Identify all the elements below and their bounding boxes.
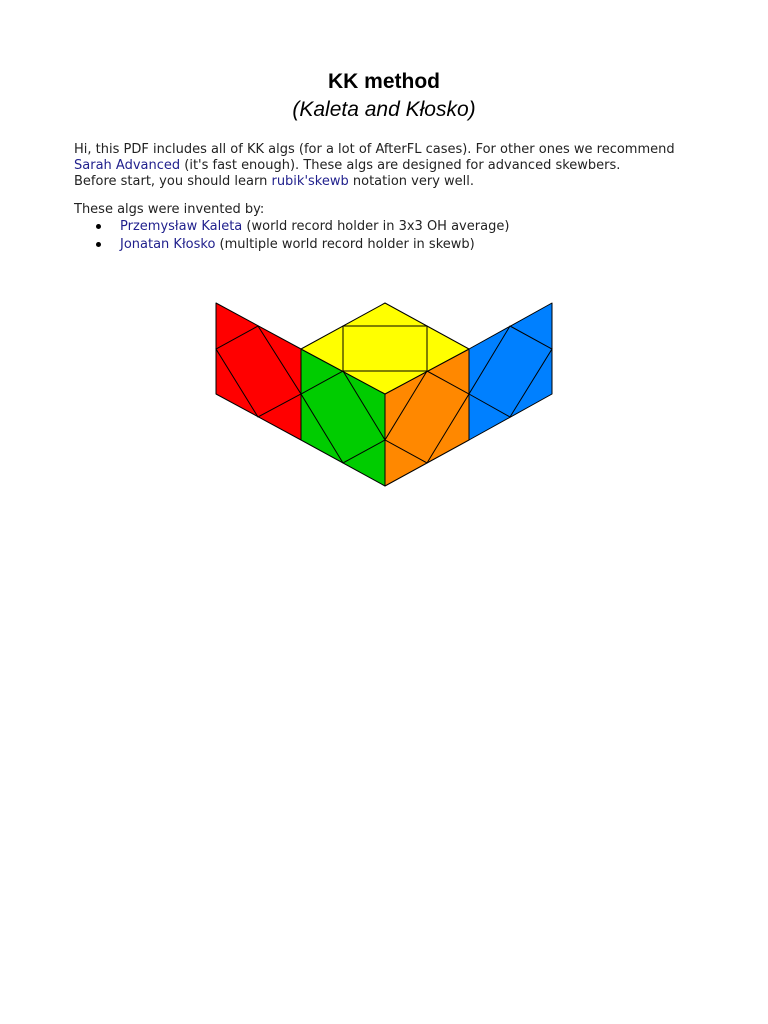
intro-text-3a: Before start, you should learn [74, 174, 272, 189]
intro-text-2: (it's fast enough). These algs are designed for advanced skewbers. [180, 158, 621, 173]
author-link-klosko[interactable]: Jonatan Kłosko [120, 237, 216, 252]
invented-by-heading: These algs were invented by: [74, 202, 265, 217]
intro-text-3b: notation very well. [348, 174, 475, 189]
red-face [216, 303, 301, 440]
notation-link[interactable]: rubik'skewb [271, 174, 349, 189]
page-title: KK method [328, 70, 440, 93]
blue-face [469, 303, 552, 440]
author-link-kaleta[interactable]: Przemysław Kaleta [120, 219, 243, 234]
author-desc-kaleta: (world record holder in 3x3 OH average) [242, 219, 510, 234]
sarah-advanced-link[interactable]: Sarah Advanced [74, 158, 181, 173]
author-desc-klosko: (multiple world record holder in skewb) [215, 237, 475, 252]
page-subtitle: (Kaleta and Kłosko) [292, 98, 476, 121]
intro-text-1: Hi, this PDF includes all of KK algs (for a lot of AfterFL cases). For other ones we recommend [74, 142, 675, 157]
